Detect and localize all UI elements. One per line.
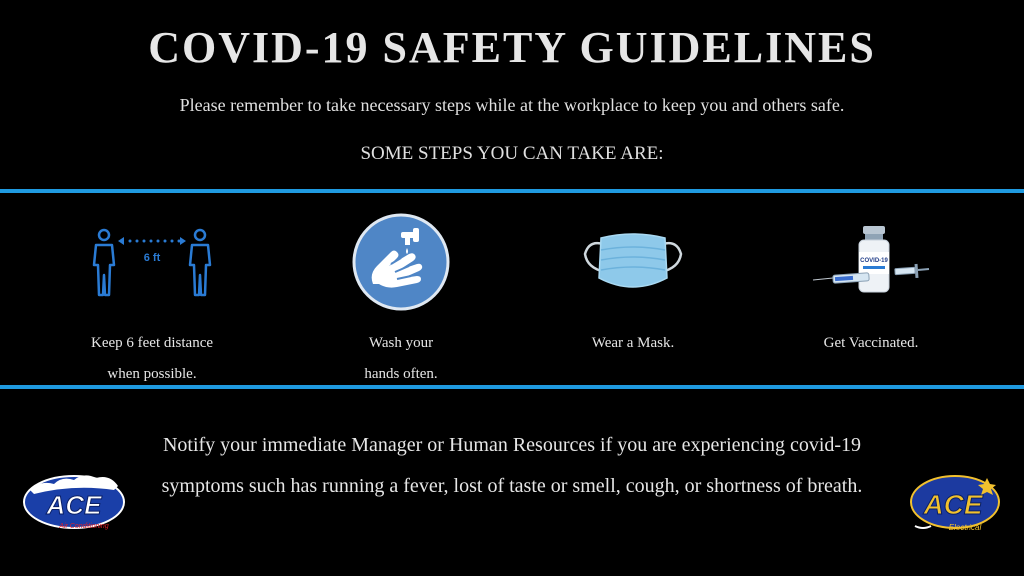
steps-heading: SOME STEPS YOU CAN TAKE ARE:	[360, 143, 664, 164]
vial-label: COVID-19	[860, 258, 888, 264]
step-wash	[301, 212, 501, 390]
ace-air-conditioning-logo	[22, 472, 130, 538]
step-label: Get Vaccinated.	[823, 335, 919, 351]
step-label: Keep 6 feet distance when possible.	[90, 335, 214, 382]
divider-bottom	[0, 385, 1024, 389]
page-subtitle: Please remember to take necessary steps while at the workplace to keep you and others safe.	[179, 95, 845, 115]
step-vaccine	[771, 212, 971, 359]
step-label: Wash your hands often.	[364, 335, 438, 382]
svg-text:ACE: ACE	[46, 490, 102, 520]
svg-text:Air Conditioning: Air Conditioning	[59, 523, 109, 530]
step-distance	[52, 212, 252, 390]
divider-top	[0, 189, 1024, 193]
distance-text: 6 ft	[143, 252, 161, 264]
svg-text:ACE: ACE	[923, 489, 983, 520]
svg-text:Electrical: Electrical	[948, 523, 982, 532]
step-mask	[533, 212, 733, 359]
vaccine-icon	[771, 212, 971, 312]
step-label: Wear a Mask.	[591, 335, 675, 351]
ace-electrical-logo	[905, 472, 1005, 540]
face-mask-icon	[533, 212, 733, 312]
social-distance-icon	[52, 212, 252, 312]
hand-wash-icon	[301, 212, 501, 312]
notice-text: Notify your immediate Manager or Human Resources if you are experiencing covid-19 symptoms such has running a fever, lost of taste or smell, cough, or shortness of breath.	[161, 434, 863, 497]
page-title: COVID-19 SAFETY GUIDELINES	[148, 23, 876, 72]
